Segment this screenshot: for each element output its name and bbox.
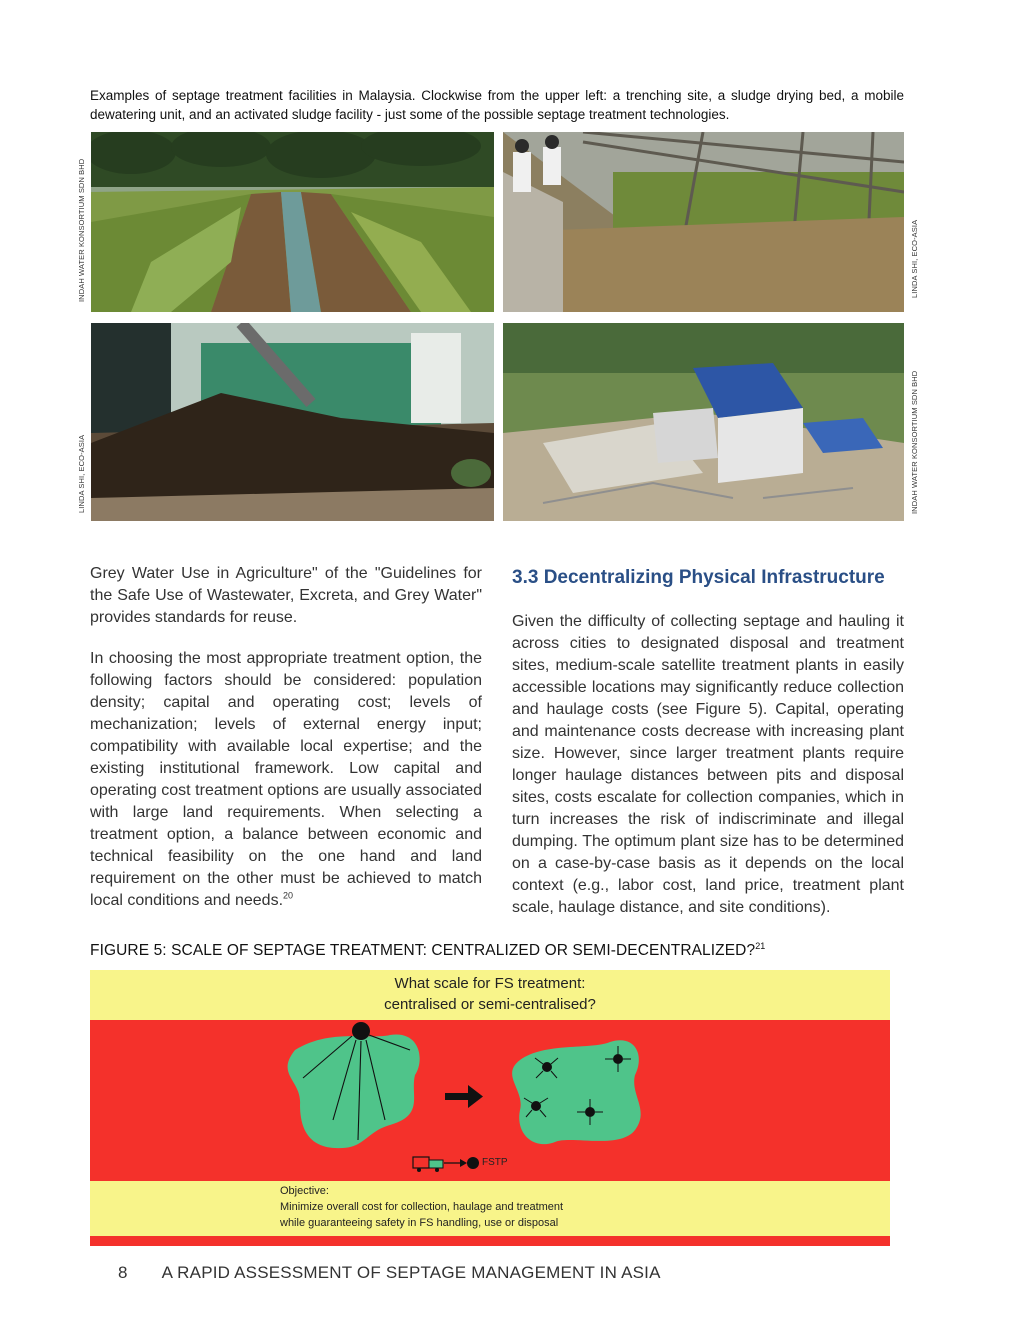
section-heading: 3.3 Decentralizing Physical Infrastructure xyxy=(512,567,885,588)
figure-diagram xyxy=(90,970,890,1246)
activated-sludge-photo xyxy=(503,323,904,521)
paragraph: In choosing the most appropriate treatment option, the following factors should be considered: population density; capital and operating cost; levels of mechanization; levels of external energy input; compatibility with available local expertise; and the existing institutional framework. Low capital and operating cost treatment options are usually associated with large land requirements. When selecting a treatment option, a balance between economic and technical feasibility on the one hand and land requirement on the other must be achieved to match local conditions and needs.$^{20}$ xyxy=(90,650,482,909)
figure-question: What scale for FS treatment: centralised or semi-centralised? xyxy=(90,970,890,1020)
page-footer xyxy=(118,1263,661,1283)
paragraph: Given the difficulty of collecting septage and hauling it across cities to designated disposal and treatment sites, medium-scale satellite treatment plants in easily accessible locations may significantly reduce collection and haulage costs (see Figure 5). Capital, operating and maintenance costs decrease with increasing plant size. However, since larger treatment plants require longer haulage distances between pits and disposal sites, costs escalate for collection companies, which in turn increases the risk of indiscriminate and illegal dumping. The optimum plant size has to be determined on a case-by-case basis as it depends on the local context (e.g., labor cost, land price, treatment plant scale, haulage distance, and site conditions). xyxy=(512,613,904,916)
photo-credit: INDAH WATER KONSORTIUM SDN BHD xyxy=(77,158,86,302)
centralized-area xyxy=(288,1034,420,1148)
drying-bed-photo xyxy=(503,132,904,312)
left-column xyxy=(90,563,482,931)
truck-icon xyxy=(413,1157,443,1172)
figure-objective: Objective: Minimize overall cost for collection, haulage and treatment while guaranteeing safety in FS handling, use or disposal xyxy=(90,1181,890,1236)
central-plant-dot xyxy=(352,1022,370,1040)
photo-credit: LINDA SHI, ECO-ASIA xyxy=(77,434,86,513)
photo-caption: Examples of septage treatment facilities in Malaysia. Clockwise from the upper left: a trenching site, a sludge drying bed, a mobile dewatering unit, and an activated sludge facility - just some of the possible septage treatment technologies. xyxy=(90,88,904,122)
trenching-site-photo xyxy=(91,132,494,312)
fstp-label: FSTP xyxy=(482,1157,508,1168)
publication-title: A RAPID ASSESSMENT OF SEPTAGE MANAGEMENT IN ASIA xyxy=(161,1263,661,1282)
footnote-ref: 21 xyxy=(755,941,766,951)
footnote-ref: 20 xyxy=(283,890,294,901)
dewatering-unit-photo xyxy=(91,323,494,521)
photo-credit: INDAH WATER KONSORTIUM SDN BHD xyxy=(910,370,919,514)
photo-credit: LINDA SHI, ECO-ASIA xyxy=(910,219,919,298)
paragraph: Grey Water Use in Agriculture" of the "Guidelines for the Safe Use of Wastewater, Excreta, and Grey Water" provides standards for reuse. xyxy=(90,565,482,626)
fstp-icon xyxy=(467,1157,479,1169)
page-number: 8 xyxy=(118,1263,128,1282)
transition-arrow xyxy=(445,1085,483,1108)
figure-title: FIGURE 5: SCALE OF SEPTAGE TREATMENT: CENTRALIZED OR SEMI-DECENTRALIZED?$^{21}$ xyxy=(90,941,766,960)
right-column xyxy=(512,561,904,938)
